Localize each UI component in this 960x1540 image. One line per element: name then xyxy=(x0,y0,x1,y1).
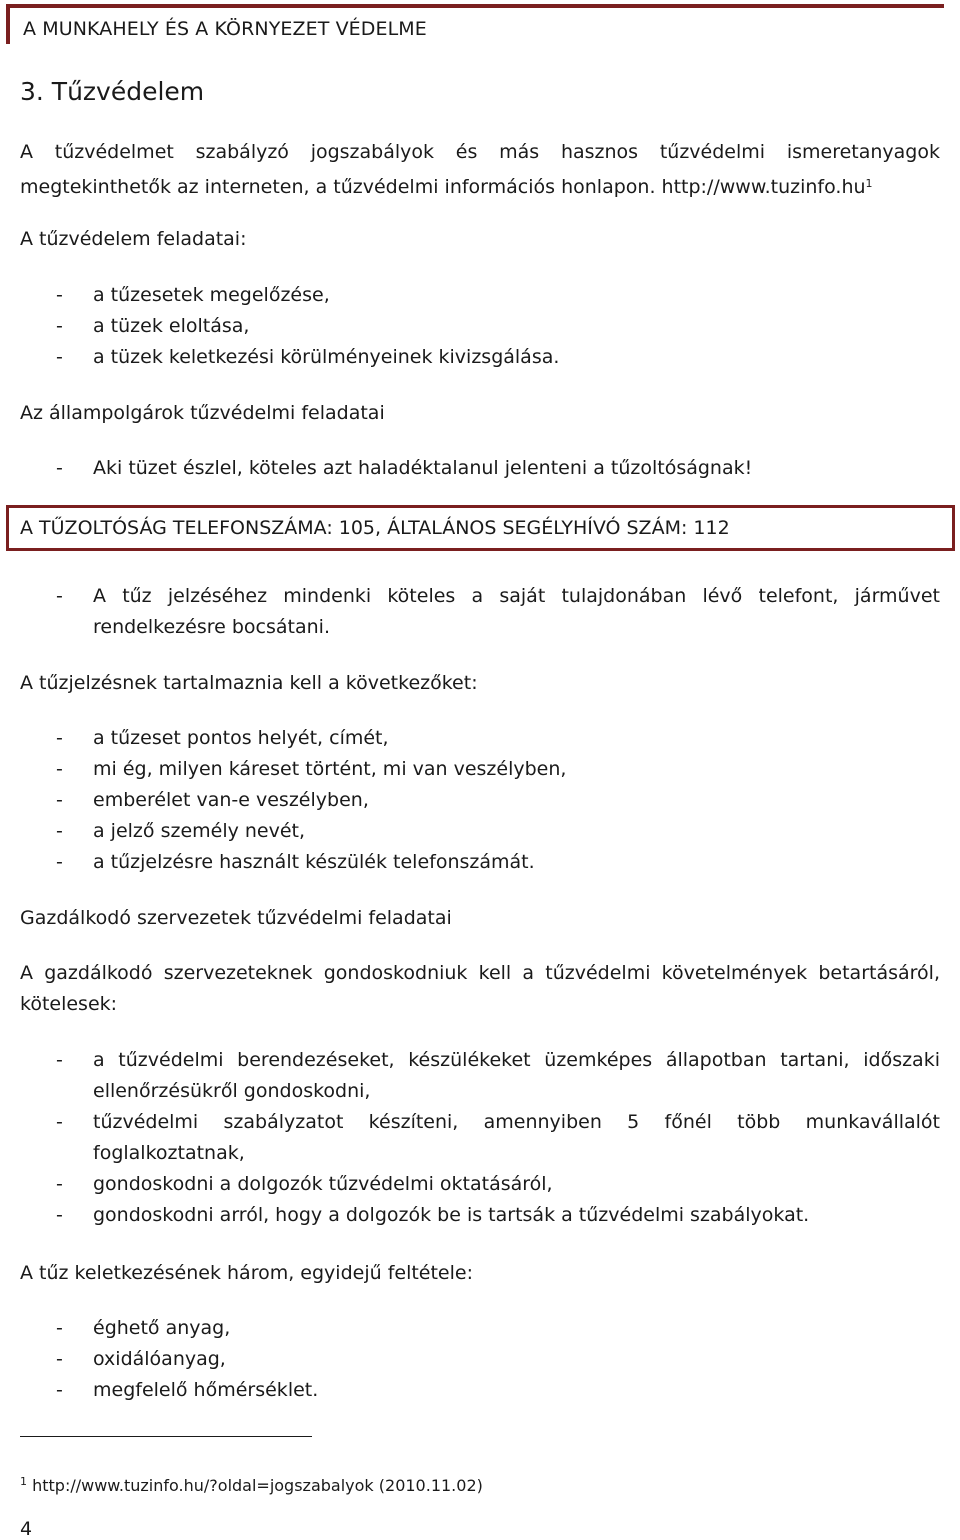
list-dash: - xyxy=(56,1317,63,1339)
intro-line-1: A tűzvédelmet szabályzó jogszabályok és más hasznos tűzvédelmi ismeretanyagok xyxy=(20,141,940,163)
list-item xyxy=(56,1344,226,1375)
list-item-text: éghető anyag, xyxy=(93,1317,231,1339)
footnote-mark: 1 xyxy=(20,1475,27,1488)
list-item-text: mi ég, milyen káreset történt, mi van veszélyben, xyxy=(93,758,567,780)
list-dash: - xyxy=(56,1173,63,1195)
list-item xyxy=(56,1375,318,1406)
list-dash: - xyxy=(56,284,63,306)
footnote-text: http://www.tuzinfo.hu/?oldal=jogszabalyok (2010.11.02) xyxy=(32,1476,483,1495)
list-item-text: oxidálóanyag, xyxy=(93,1348,226,1370)
footnote-ref: 1 xyxy=(865,177,873,190)
list-item xyxy=(56,1200,809,1231)
list-item-text: a tűzeset pontos helyét, címét, xyxy=(93,727,389,749)
intro-line-2 xyxy=(20,168,873,203)
list-item-text: emberélet van-e veszélyben, xyxy=(93,789,369,811)
obligation-line-1 xyxy=(56,581,940,612)
emergency-number-text: A TŰZOLTÓSÁG TELEFONSZÁMA: 105, ÁLTALÁNOS SEGÉLYHÍVÓ SZÁM: 112 xyxy=(20,517,730,539)
list-dash: - xyxy=(56,457,63,479)
tasks-heading: A tűzvédelem feladatai: xyxy=(20,228,247,250)
list-dash: - xyxy=(56,727,63,749)
list-item-text: gondoskodni arról, hogy a dolgozók be is tartsák a tűzvédelmi szabályokat. xyxy=(93,1204,810,1226)
list-dash: - xyxy=(56,1204,63,1226)
business-heading: Gazdálkodó szervezetek tűzvédelmi feladatai xyxy=(20,907,452,929)
header-title: A MUNKAHELY ÉS A KÖRNYEZET VÉDELME xyxy=(23,18,427,40)
list-item xyxy=(56,1169,553,1200)
section-title: 3. Tűzvédelem xyxy=(20,77,205,106)
list-item xyxy=(56,785,369,816)
list-item xyxy=(56,311,249,342)
conditions-heading: A tűz keletkezésének három, egyidejű feltétele: xyxy=(20,1262,473,1284)
list-dash: - xyxy=(56,1111,63,1133)
list-dash: - xyxy=(56,758,63,780)
list-item xyxy=(56,1313,230,1344)
emergency-number-box xyxy=(6,505,955,551)
business-item-2-cont: foglalkoztatnak, xyxy=(93,1142,245,1164)
business-item-2 xyxy=(56,1107,940,1138)
business-intro-line-1: A gazdálkodó szervezeteknek gondoskodniuk kell a tűzvédelmi követelmények betartásáról, xyxy=(20,962,940,984)
list-item xyxy=(56,280,330,311)
business-item-1-cont: ellenőrzésükről gondoskodni, xyxy=(93,1080,371,1102)
report-heading: A tűzjelzésnek tartalmaznia kell a következőket: xyxy=(20,672,478,694)
list-item-text: Aki tüzet észlel, köteles azt haladéktalanul jelenteni a tűzoltóságnak! xyxy=(93,457,753,479)
list-item-text: megfelelő hőmérséklet. xyxy=(93,1379,319,1401)
list-item xyxy=(56,847,535,878)
list-dash: - xyxy=(56,820,63,842)
list-item xyxy=(56,816,305,847)
list-dash: - xyxy=(56,1379,63,1401)
list-dash: - xyxy=(56,1348,63,1370)
list-item xyxy=(56,723,389,754)
page-number: 4 xyxy=(20,1518,33,1540)
business-item-1 xyxy=(56,1045,940,1076)
list-item xyxy=(56,342,559,373)
business-intro-line-2: kötelesek: xyxy=(20,993,118,1015)
footnote-separator xyxy=(20,1436,312,1437)
list-item-text: a tüzek keletkezési körülményeinek kivizsgálása. xyxy=(93,346,560,368)
list-item xyxy=(56,453,752,484)
list-dash: - xyxy=(56,585,63,607)
footnote xyxy=(20,1475,483,1495)
list-item-text: gondoskodni a dolgozók tűzvédelmi oktatásáról, xyxy=(93,1173,553,1195)
list-dash: - xyxy=(56,851,63,873)
list-item-text: a jelző személy nevét, xyxy=(93,820,306,842)
list-dash: - xyxy=(56,346,63,368)
obligation-text: A tűz jelzéséhez mindenki köteles a saját tulajdonában lévő telefont, járművet xyxy=(93,585,940,607)
list-item-text: a tűzesetek megelőzése, xyxy=(93,284,330,306)
intro-text: megtekinthetők az interneten, a tűzvédelmi információs honlapon. http://www.tuzinfo.hu xyxy=(20,176,866,198)
list-item-text: a tűzvédelmi berendezéseket, készülékeket üzemképes állapotban tartani, időszaki xyxy=(93,1049,940,1071)
list-item-text: a tűzjelzésre használt készülék telefonszámát. xyxy=(93,851,535,873)
list-dash: - xyxy=(56,1049,63,1071)
list-dash: - xyxy=(56,315,63,337)
list-dash: - xyxy=(56,789,63,811)
list-item-text: tűzvédelmi szabályzatot készíteni, amennyiben 5 főnél több munkavállalót xyxy=(93,1111,940,1133)
obligation-line-2: rendelkezésre bocsátani. xyxy=(93,616,330,638)
list-item-text: a tüzek eloltása, xyxy=(93,315,250,337)
page-header xyxy=(6,4,944,44)
list-item xyxy=(56,754,566,785)
citizens-heading: Az állampolgárok tűzvédelmi feladatai xyxy=(20,402,385,424)
